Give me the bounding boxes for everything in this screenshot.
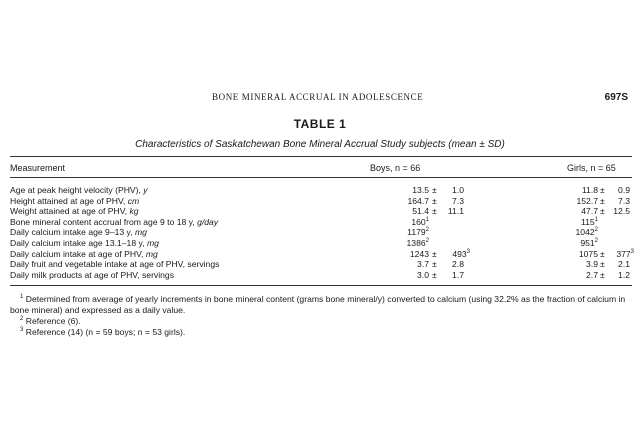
girls-mean: 2.7 [586,269,598,280]
table-row [0,227,640,237]
boys-plus-minus: ± [432,195,437,206]
row-label: Daily fruit and vegetable intake at age of PHV, servings [10,259,220,270]
girls-mean: $951^2$ [580,238,598,248]
footnotes [10,294,632,338]
table-bottom-rule [10,285,632,286]
running-header [0,92,640,106]
boys-sd: 11.1 [447,206,464,217]
row-label: Bone mineral content accrual from age 9 to 18 y, g/day [10,216,219,227]
girls-sd: 12.5 [613,206,630,217]
girls-plus-minus: ± [600,259,605,270]
girls-mean: $115^1$ [580,216,598,227]
footnote-text: Determined from average of yearly increments in bone mineral content (grams bone mineral/y) converted to calcium (using 32.2% as the fraction of calcium in bone mineral) and expressed as a daily value. [10,294,626,315]
girls-mean: 3.9 [586,259,598,270]
boys-mean: 164.7 [407,195,429,206]
footnote-text: Reference (14) (n = 59 boys; n = 53 girls). [23,327,186,337]
girls-mean: 1075 [578,248,598,259]
table-row [0,217,640,227]
girls-mean: 152.7 [576,195,598,206]
table-header-rule [10,177,632,178]
footnote-mark: 1 [20,294,24,300]
row-label: Daily calcium intake age 9–13 y, mg [10,227,147,238]
boys-mean: 3.7 [417,259,429,270]
row-unit: kg [129,206,139,217]
boys-mean: 13.5 [412,185,429,195]
girls-plus-minus: ± [600,195,605,206]
girls-plus-minus: ± [600,269,605,280]
boys-plus-minus: ± [432,259,437,270]
row-unit: mg [135,227,147,238]
footnote-3 [10,327,632,338]
girls-sd: 1.2 [618,269,630,280]
row-label: Age at peak height velocity (PHV), y [10,185,148,195]
boys-plus-minus: ± [432,185,437,195]
row-unit: y [143,185,148,195]
boys-mean: 1386$^2$ [406,238,429,248]
row-label: Weight attained at age of PHV, kg [10,206,139,217]
page-number: 697S [604,92,628,103]
table-row [0,270,640,280]
row-label: Daily calcium intake at age of PHV, mg [10,248,158,259]
row-unit: mg [146,238,159,248]
boys-plus-minus: ± [432,206,437,217]
girls-sd: 0.9 [618,185,630,195]
footnote-1 [10,294,632,316]
boys-sd: 1.7 [452,269,464,280]
row-label: Daily calcium intake age 13.1–18 y, mg [10,238,159,248]
table-row [0,259,640,269]
row-unit: cm [127,195,140,206]
boys-mean: $160^1$ [411,216,429,227]
footnote-mark: 2 [20,316,24,322]
girls-mean: 1042$^2$ [575,227,598,238]
boys-mean: 1243 [409,248,429,259]
column-header-boys: Boys, n = 66 [370,163,421,173]
boys-mean: 1179$^2$ [407,227,429,238]
table-caption: Characteristics of Saskatchewan Bone Mineral Accrual Study subjects (mean ± SD) [135,139,505,150]
boys-plus-minus: ± [432,269,437,280]
girls-plus-minus: ± [600,206,605,217]
boys-plus-minus: ± [432,248,437,259]
footnote-mark: 3 [20,327,24,333]
boys-mean: 3.0 [417,269,429,280]
table-row [0,238,640,248]
boys-sd: 1.0 [452,185,464,195]
row-label: Daily milk products at age of PHV, servings [10,269,174,280]
table-row [0,249,640,259]
girls-plus-minus: ± [600,185,605,195]
column-header-girls: Girls, n = 65 [567,163,616,173]
row-unit: mg [145,248,158,259]
footnote-2 [10,316,632,327]
boys-mean: 51.4 [412,206,429,217]
row-label: Height attained at age of PHV, cm [10,195,140,206]
row-unit: g/day [197,216,219,227]
boys-sd: 2.8 [452,259,464,270]
table-label: TABLE 1 [293,117,347,131]
table-top-rule [10,156,632,157]
footnote-text: Reference (6). [23,316,81,326]
boys-sd: 7.3 [452,195,464,206]
girls-mean: 47.7 [581,206,598,217]
table-row [0,185,640,195]
girls-mean: 11.8 [581,185,598,195]
girls-sd: $377^3$ [616,248,634,259]
running-title: BONE MINERAL ACCRUAL IN ADOLESCENCE [212,92,424,102]
column-header-measurement: Measurement [10,163,66,173]
girls-plus-minus: ± [600,248,605,259]
boys-sd: $493^3$ [452,248,470,259]
table-row [0,196,640,206]
girls-sd: 7.3 [618,195,630,206]
girls-sd: 2.1 [618,259,630,270]
table-row [0,206,640,216]
